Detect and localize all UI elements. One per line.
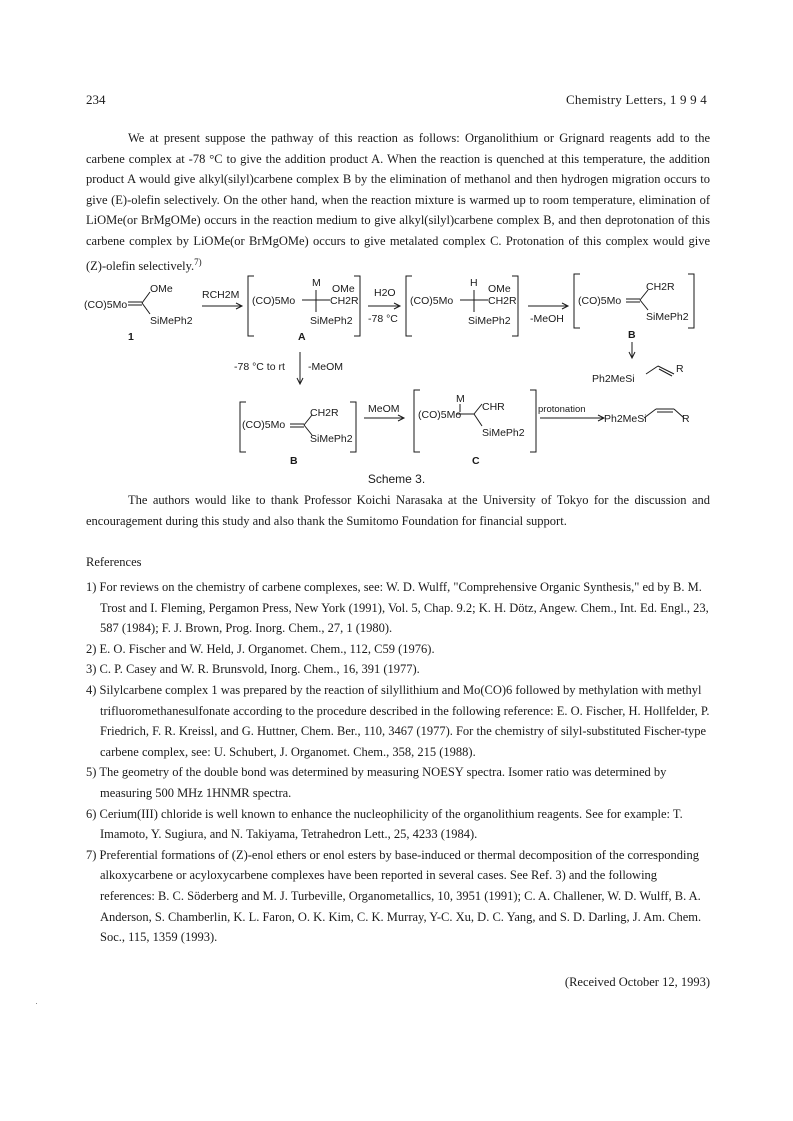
compoundB2-metal: (CO)5Mo bbox=[242, 419, 286, 431]
intermediate-metal: (CO)5Mo bbox=[410, 295, 454, 307]
compoundC-silyl: SiMePh2 bbox=[482, 427, 525, 439]
scheme-drawing bbox=[84, 266, 710, 466]
reagent-rch2m: RCH2M bbox=[202, 289, 240, 301]
reaction-scheme bbox=[84, 266, 710, 466]
compound1-metal: (CO)5Mo bbox=[84, 299, 128, 311]
compoundA-metal: (CO)5Mo bbox=[252, 295, 296, 307]
reference-text: Silylcarbene complex 1 was prepared by the reaction of silyllithium and Mo(CO)6 followed by methylation with methyl trifluoromethanesulfonate according to the procedure described in the following reference: E. O. Fischer, H. Hollfelder, P. Friedrich, F. R. Kreissl, and G. Huttner, Chem. Ber., 110, 3467 (1977). For the chemistry of silyl-substituted Fischer-type carbene complex, see: U. Schubert, J. Organomet. Chem., 358, 215 (1988). bbox=[99, 682, 710, 759]
compoundB-silyl: SiMePh2 bbox=[646, 311, 689, 323]
references-list bbox=[86, 577, 710, 948]
compound-B2-label: B bbox=[290, 455, 298, 466]
compoundB2-silyl: SiMePh2 bbox=[310, 433, 353, 445]
compoundB-metal: (CO)5Mo bbox=[578, 295, 622, 307]
compoundA-ch2r: CH2R bbox=[330, 295, 359, 307]
compound-C-label: C bbox=[472, 455, 480, 466]
reference-item bbox=[86, 577, 710, 639]
reference-item bbox=[86, 659, 710, 680]
reagent-minus-meom: -MeOM bbox=[308, 361, 343, 373]
reference-text: The geometry of the double bond was determined by measuring NOESY spectra. Isomer ratio was determined by measuring 500 MHz 1HNMR spectra. bbox=[99, 765, 667, 800]
intermediate-silyl: SiMePh2 bbox=[468, 315, 511, 327]
compound1-ome: OMe bbox=[150, 283, 173, 295]
compound-A-label: A bbox=[298, 331, 306, 343]
page-header bbox=[86, 92, 707, 108]
reference-number: 6) bbox=[86, 806, 97, 821]
reference-number: 3) bbox=[86, 662, 97, 677]
reference-number: 4) bbox=[86, 682, 97, 697]
e-olefin-silyl: Ph2MeSi bbox=[592, 373, 635, 385]
reference-text: E. O. Fischer and W. Held, J. Organomet. Chem., 112, C59 (1976). bbox=[99, 641, 435, 656]
compoundA-m: M bbox=[312, 277, 321, 289]
reference-item bbox=[86, 639, 710, 660]
compound-B-label: B bbox=[628, 329, 636, 341]
reference-number: 5) bbox=[86, 765, 97, 780]
reagent-temperature: -78 °C bbox=[368, 313, 398, 325]
compoundC-m: M bbox=[456, 393, 465, 405]
compoundA-ome: OMe bbox=[332, 283, 355, 295]
reference-number: 1) bbox=[86, 580, 97, 594]
reference-item bbox=[86, 762, 710, 803]
reagent-minus-meoh: -MeOH bbox=[530, 313, 564, 325]
received-date: (Received October 12, 1993) bbox=[564, 975, 710, 989]
references-heading: References bbox=[86, 555, 142, 569]
reference-number: 2) bbox=[86, 641, 97, 656]
intermediate-ch2r: CH2R bbox=[488, 295, 517, 307]
page-number: 234 bbox=[86, 92, 106, 107]
paragraph-text: We at present suppose the pathway of this reaction as follows: Organolithium or Grignard reagents add to the carbene complex at -78 °C to give the addition product A. When the reaction is quenched at this temperature, the addition product A would give alkyl(silyl)carbene complex B by the elimination of methanol and then hydrogen migration occurs to give (E)-olefin selectively. On the other hand, when the reaction mixture is warmed up to room temperature, elimination of LiOMe(or BrMgOMe) occurs in the reaction medium to give alkyl(silyl)carbene complex B, and then deprotonation of this carbene complex by LiOMe(or BrMgOMe) occurs to give metalated complex C. Protonation of this complex would give (Z)-olefin selectively. bbox=[86, 131, 710, 273]
reagent-protonation: protonation bbox=[538, 404, 586, 415]
z-olefin-r: R bbox=[682, 413, 690, 425]
reagent-h2o: H2O bbox=[374, 287, 396, 299]
body-paragraph bbox=[86, 128, 710, 276]
compound-1-label: 1 bbox=[128, 331, 134, 343]
reference-text: For reviews on the chemistry of carbene complexes, see: W. D. Wulff, "Comprehensive Organic Synthesis," ed by B. M. Trost and I. Fleming, Pergamon Press, New York (1991), Vol. 5, Chap. 9.2; K. H. Dötz, Angew. Chem., Int. Ed. Engl., 23, 587 (1984); F. J. Brown, Prog. Inorg. Chem., 27, 1 (1980). bbox=[99, 580, 709, 636]
reagent-meom: MeOM bbox=[368, 403, 400, 415]
reference-text: Cerium(III) chloride is well known to enhance the nucleophilicity of the organolithium reagents. See for example: T. Imamoto, Y. Sugiura, and N. Takiyama, Tetrahedron Lett., 25, 4233 (1984). bbox=[99, 806, 683, 842]
scan-speck bbox=[36, 1003, 37, 1004]
z-olefin-silyl: Ph2MeSi bbox=[604, 413, 647, 425]
intermediate-h: H bbox=[470, 277, 478, 289]
reference-text: Preferential formations of (Z)-enol ethers or enol esters by base-induced or thermal decomposition of the corresponding alkoxycarbene or acyloxycarbene complexes have been reported in several cases. See Ref. 3) and the following references: B. C. Söderberg and M. J. Turbeville, Organometallics, 10, 3951 (1991); C. A. Challener, W. D. Wulff, B. A. Anderson, S. Chamberlin, K. L. Faron, O. K. Kim, C. K. Murray, Y-C. Xu, D. C. Yang, and S. D. Darling, J. Am. Chem. Soc., 115, 1359 (1993). bbox=[99, 847, 702, 945]
reference-item bbox=[86, 845, 710, 948]
reference-superscript: 7) bbox=[194, 256, 202, 267]
journal-running-title: Chemistry Letters, 1 9 9 4 bbox=[566, 92, 707, 107]
reference-item bbox=[86, 680, 710, 762]
compoundB-ch2r: CH2R bbox=[646, 281, 675, 293]
e-olefin-r: R bbox=[676, 363, 684, 375]
compoundA-silyl: SiMePh2 bbox=[310, 315, 353, 327]
reference-text: C. P. Casey and W. R. Brunsvold, Inorg. Chem., 16, 391 (1977). bbox=[99, 662, 420, 677]
compoundC-metal: (CO)5Mo bbox=[418, 409, 462, 421]
scheme-caption: Scheme 3. bbox=[367, 472, 426, 486]
intermediate-ome: OMe bbox=[488, 283, 511, 295]
reference-item bbox=[86, 804, 710, 845]
reference-number: 7) bbox=[86, 847, 97, 862]
compoundB2-ch2r: CH2R bbox=[310, 407, 339, 419]
compound1-silyl: SiMePh2 bbox=[150, 315, 193, 327]
compoundC-chr: CHR bbox=[482, 401, 505, 413]
reagent-warm: -78 °C to rt bbox=[234, 361, 285, 373]
acknowledgement-paragraph: The authors would like to thank Professor Koichi Narasaka at the University of Tokyo for the discussion and encouragement during this study and also thank the Sumitomo Foundation for financial support. bbox=[86, 493, 710, 528]
